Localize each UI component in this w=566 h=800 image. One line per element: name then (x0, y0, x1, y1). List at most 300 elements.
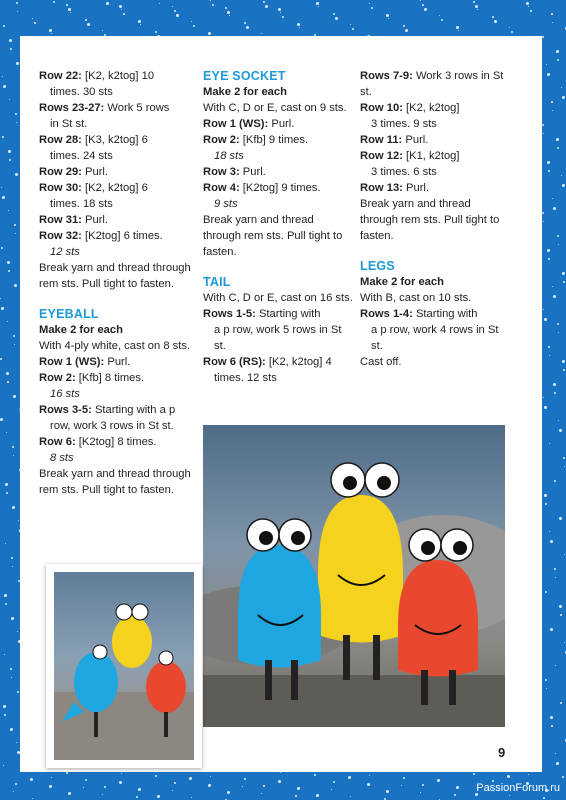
star-dot (159, 3, 160, 4)
star-dot (545, 591, 547, 593)
cast-off-instruction: Cast off. (360, 356, 402, 368)
finish-instruction: Break yarn and thread through rem sts. Pull tight to fasten. (39, 468, 191, 496)
instruction-row-28: Row 28: [K3, k2tog] 6 (39, 134, 148, 146)
star-dot (388, 18, 389, 19)
star-dot (543, 221, 544, 222)
star-dot (454, 794, 456, 796)
star-dot (3, 705, 6, 708)
stitch-count: times. 18 sts (50, 198, 113, 210)
star-dot (545, 503, 547, 505)
star-dot (8, 210, 9, 211)
star-dot (543, 133, 544, 134)
instruction-rows-1-5: Rows 1-5: Starting with (203, 308, 321, 320)
star-dot (16, 742, 17, 743)
star-dot (13, 455, 14, 456)
star-dot (208, 784, 211, 787)
star-dot (174, 782, 176, 784)
star-dot (544, 318, 547, 321)
star-dot (49, 29, 52, 32)
star-dot (333, 13, 335, 15)
stitch-count: 3 times. 9 sts (371, 118, 437, 130)
star-dot (66, 772, 68, 774)
star-dot (555, 753, 556, 754)
star-dot (558, 244, 559, 245)
star-dot (4, 714, 6, 716)
star-dot (53, 1, 55, 3)
finish-instruction: Break yarn and thread through rem sts. Pull tight to fasten. (203, 214, 343, 258)
star-dot (17, 11, 18, 12)
star-dot (556, 50, 559, 53)
star-dot (473, 1, 475, 3)
star-dot (278, 8, 281, 11)
star-dot (558, 420, 559, 421)
star-dot (68, 792, 71, 795)
star-dot (559, 605, 562, 608)
star-dot (554, 392, 556, 394)
star-dot (422, 4, 424, 6)
star-dot (548, 258, 550, 260)
star-dot (66, 4, 68, 6)
star-dot (526, 2, 529, 5)
instruction-row-30: Row 30: [K2, k2tog] 6 (39, 182, 148, 194)
star-dot (547, 249, 550, 252)
star-dot (542, 36, 544, 38)
star-dot (32, 18, 33, 19)
star-dot (352, 28, 354, 30)
star-dot (458, 30, 459, 31)
star-dot (560, 702, 562, 704)
watermark: PassionForum.ru (476, 782, 560, 794)
star-dot (104, 786, 106, 788)
instruction-row-13: Row 13: Purl. (360, 182, 430, 194)
starry-border-right (542, 0, 566, 800)
star-dot (403, 25, 405, 27)
star-dot (123, 13, 125, 15)
star-dot (507, 775, 510, 778)
star-dot (3, 85, 6, 88)
star-dot (555, 577, 556, 578)
star-dot (473, 773, 475, 775)
instruction-row-12: Row 12: [K1, k2tog] (360, 150, 460, 162)
star-dot (12, 566, 13, 567)
instruction-row-1: Row 1 (WS): Purl. (203, 118, 295, 130)
instruction-rows-7-9: Rows 7-9: Work 3 rows in St st. (360, 70, 504, 98)
star-dot (17, 631, 18, 632)
star-dot (10, 48, 12, 50)
stitch-count: 3 times. 6 sts (371, 166, 437, 178)
star-dot (280, 12, 281, 13)
star-dot (555, 665, 556, 666)
star-dot (562, 96, 565, 99)
star-dot (12, 446, 14, 448)
star-dot (155, 31, 157, 33)
star-dot (0, 418, 3, 421)
section-heading-eye-socket: EYE SOCKET (203, 69, 286, 83)
star-dot (420, 0, 421, 1)
instruction-row-11: Row 11: Purl. (360, 134, 429, 146)
star-dot (316, 794, 319, 797)
star-dot (14, 284, 17, 287)
instruction-row-32: Row 32: [K2tog] 6 times. (39, 230, 163, 242)
star-dot (11, 557, 13, 559)
star-dot (189, 777, 192, 780)
star-dot (477, 9, 478, 10)
star-dot (560, 614, 562, 616)
star-dot (546, 64, 547, 65)
star-dot (509, 27, 510, 28)
star-dot (1, 307, 4, 310)
star-dot (8, 150, 11, 153)
star-dot (70, 12, 71, 13)
star-dot (157, 795, 160, 798)
star-dot (439, 15, 440, 16)
star-dot (386, 790, 389, 793)
stitch-count: 9 sts (214, 198, 238, 210)
star-dot (563, 457, 565, 459)
star-dot (550, 628, 553, 631)
star-dot (49, 785, 52, 788)
star-dot (561, 87, 562, 88)
star-dot (350, 24, 351, 25)
star-dot (282, 16, 284, 18)
section-heading-legs: LEGS (360, 259, 395, 273)
star-dot (556, 138, 559, 141)
star-dot (51, 33, 52, 34)
star-dot (193, 25, 195, 27)
star-dot (559, 517, 562, 520)
photo-knitted-monsters (203, 425, 505, 727)
star-dot (314, 774, 316, 776)
star-dot (12, 506, 15, 509)
star-dot (552, 286, 553, 287)
starry-border-top (0, 0, 566, 36)
star-dot (547, 73, 550, 76)
star-dot (261, 33, 262, 34)
star-dot (244, 778, 246, 780)
star-dot (136, 796, 138, 798)
star-dot (556, 762, 559, 765)
star-dot (140, 24, 141, 25)
star-dot (542, 212, 544, 214)
star-dot (350, 796, 351, 797)
instruction-row-6: Row 6: [K2tog] 8 times. (39, 436, 157, 448)
star-dot (7, 261, 10, 264)
star-dot (17, 691, 19, 693)
photo-knitted-monsters-side (46, 564, 202, 768)
page-content (20, 36, 542, 772)
column-3 (360, 68, 508, 370)
star-dot (1, 187, 2, 188)
star-dot (441, 19, 443, 21)
star-dot (102, 794, 103, 795)
star-dot (225, 7, 227, 9)
star-dot (557, 147, 559, 149)
star-dot (85, 779, 87, 781)
star-dot (552, 110, 553, 111)
star-dot (331, 789, 332, 790)
star-dot (263, 785, 265, 787)
star-dot (13, 395, 16, 398)
cast-on-instruction: With C, D or E, cast on 16 sts. (203, 292, 353, 304)
star-dot (119, 5, 122, 8)
instruction-row-2: Row 2: [Kfb] 8 times. (39, 372, 145, 384)
stitch-count: 12 sts (50, 246, 80, 258)
star-dot (548, 170, 550, 172)
star-dot (549, 443, 550, 444)
star-dot (278, 780, 281, 783)
star-dot (83, 787, 84, 788)
star-dot (102, 30, 103, 31)
make-count: Make 2 for each (39, 324, 123, 336)
stitch-count: times. 12 sts (214, 372, 277, 384)
star-dot (8, 270, 10, 272)
star-dot (544, 494, 547, 497)
star-dot (367, 783, 370, 786)
star-dot (138, 20, 141, 23)
star-dot (564, 466, 565, 467)
star-dot (297, 787, 300, 790)
section-heading-tail: TAIL (203, 275, 231, 289)
star-dot (494, 20, 497, 23)
star-dot (242, 786, 243, 787)
star-dot (333, 781, 335, 783)
star-dot (0, 358, 2, 360)
star-dot (542, 124, 544, 126)
star-dot (13, 791, 14, 792)
star-dot (11, 677, 12, 678)
star-dot (299, 27, 300, 28)
star-dot (544, 406, 547, 409)
star-dot (191, 21, 192, 22)
column-2 (203, 68, 353, 386)
star-dot (557, 323, 559, 325)
star-dot (557, 59, 559, 61)
star-dot (3, 25, 5, 27)
star-dot (246, 26, 249, 29)
star-dot (14, 224, 16, 226)
star-dot (553, 383, 556, 386)
star-dot (280, 772, 281, 773)
star-dot (15, 233, 16, 234)
make-count: Make 2 for each (203, 86, 287, 98)
star-dot (543, 397, 544, 398)
star-dot (10, 668, 12, 670)
star-dot (15, 173, 18, 176)
star-dot (549, 355, 550, 356)
star-dot (548, 346, 550, 348)
star-dot (546, 688, 547, 689)
starry-border-left (0, 0, 20, 800)
star-dot (172, 6, 173, 7)
stitch-count: 16 sts (50, 388, 80, 400)
star-dot (543, 309, 544, 310)
star-dot (229, 15, 230, 16)
star-dot (0, 298, 1, 299)
star-dot (2, 76, 3, 77)
star-dot (543, 797, 545, 799)
star-dot (528, 774, 529, 775)
instruction-row-4: Row 4: [K2tog] 9 times. (203, 182, 321, 194)
star-dot (87, 23, 90, 26)
star-dot (563, 369, 565, 371)
instruction-rows-23-27: Rows 23-27: Work 5 rows (39, 102, 170, 114)
star-dot (176, 14, 179, 17)
star-dot (316, 2, 319, 5)
star-dot (121, 773, 122, 774)
instruction-row-31: Row 31: Purl. (39, 214, 109, 226)
star-dot (5, 603, 7, 605)
stitch-count: 18 sts (214, 150, 244, 162)
star-dot (15, 113, 17, 115)
star-dot (403, 777, 405, 779)
cast-on-instruction: With C, D or E, cast on 9 sts. (203, 102, 347, 114)
section-heading-eyeball: EYEBALL (39, 307, 99, 321)
star-dot (551, 725, 553, 727)
star-dot (492, 16, 494, 18)
star-dot (14, 344, 15, 345)
star-dot (456, 786, 459, 789)
stitch-count: times. 24 sts (50, 150, 113, 162)
star-dot (5, 543, 6, 544)
cast-on-instruction: With 4-ply white, cast on 8 sts. (39, 340, 191, 352)
star-dot (227, 11, 230, 14)
star-dot (424, 8, 427, 11)
star-dot (6, 492, 8, 494)
star-dot (11, 617, 14, 620)
star-dot (32, 798, 33, 799)
star-dot (549, 531, 550, 532)
instruction-continuation: in St st. (50, 118, 88, 130)
star-dot (7, 381, 9, 383)
star-dot (551, 13, 553, 15)
column-1 (39, 68, 195, 498)
star-dot (261, 793, 262, 794)
instruction-continuation: row, work 3 rows in St st. (50, 420, 174, 432)
star-dot (263, 1, 265, 3)
instruction-row-10: Row 10: [K2, k2tog] (360, 102, 460, 114)
star-dot (297, 23, 300, 26)
star-dot (9, 99, 10, 100)
star-dot (68, 8, 71, 11)
star-dot (212, 4, 214, 6)
star-dot (16, 122, 17, 123)
star-dot (420, 792, 421, 793)
star-dot (18, 520, 19, 521)
star-dot (553, 295, 556, 298)
cast-on-instruction: With B, cast on 10 sts. (360, 292, 472, 304)
star-dot (1, 247, 3, 249)
star-dot (191, 797, 192, 798)
star-dot (16, 2, 18, 4)
instruction-row-29: Row 29: Purl. (39, 166, 109, 178)
star-dot (371, 7, 373, 9)
star-dot (563, 281, 565, 283)
instruction-rows-1-4: Rows 1-4: Starting with (360, 308, 478, 320)
instruction-continuation: a p row, work 4 rows in St st. (371, 324, 499, 352)
star-dot (9, 159, 11, 161)
star-dot (551, 101, 553, 103)
finish-instruction: Break yarn and thread through rem sts. Pull tight to fasten. (39, 262, 191, 290)
star-dot (558, 332, 559, 333)
star-dot (210, 0, 211, 1)
star-dot (564, 554, 565, 555)
instruction-row-1: Row 1 (WS): Purl. (39, 356, 131, 368)
star-dot (348, 776, 351, 779)
star-dot (550, 540, 553, 543)
star-dot (562, 184, 565, 187)
star-dot (422, 784, 424, 786)
page-number: 9 (498, 745, 506, 760)
instruction-row-6: Row 6 (RS): [K2, k2tog] 4 (203, 356, 332, 368)
star-dot (561, 175, 562, 176)
star-dot (15, 783, 17, 785)
stitch-count: times. 30 sts (50, 86, 113, 98)
instruction-row-2: Row 2: [Kfb] 9 times. (203, 134, 309, 146)
star-dot (208, 32, 211, 35)
star-dot (2, 136, 4, 138)
star-dot (554, 568, 556, 570)
star-dot (553, 207, 556, 210)
star-dot (13, 335, 15, 337)
star-dot (265, 5, 268, 8)
star-dot (545, 679, 547, 681)
star-dot (2, 196, 5, 199)
star-dot (564, 642, 565, 643)
star-dot (528, 6, 529, 7)
star-dot (552, 198, 553, 199)
instruction-row-22: Row 22: [K2, k2tog] 10 (39, 70, 155, 82)
star-dot (51, 777, 52, 778)
star-dot (172, 790, 173, 791)
star-dot (562, 360, 565, 363)
star-dot (369, 3, 370, 4)
make-count: Make 2 for each (360, 276, 444, 288)
star-dot (244, 22, 246, 24)
star-dot (405, 29, 408, 32)
star-dot (547, 161, 550, 164)
star-dot (557, 235, 559, 237)
star-dot (318, 6, 319, 7)
star-dot (437, 779, 440, 782)
finish-instruction: Break yarn and thread through rem sts. Pull tight to fasten. (360, 198, 500, 242)
star-dot (475, 5, 478, 8)
star-dot (4, 654, 5, 655)
star-dot (550, 716, 553, 719)
star-dot (295, 795, 297, 797)
star-dot (119, 781, 122, 784)
instruction-row-3: Row 3: Purl. (203, 166, 266, 178)
stitch-count: 8 sts (50, 452, 74, 464)
instruction-rows-3-5: Rows 3-5: Starting with a p (39, 404, 176, 416)
star-dot (9, 39, 12, 42)
star-dot (3, 765, 4, 766)
star-dot (5, 483, 8, 486)
star-dot (511, 31, 513, 33)
star-dot (138, 788, 141, 791)
star-dot (6, 372, 9, 375)
star-dot (34, 22, 36, 24)
star-dot (106, 2, 109, 5)
star-dot (16, 62, 19, 65)
star-dot (174, 10, 176, 12)
star-dot (369, 775, 370, 776)
star-dot (554, 480, 556, 482)
star-dot (401, 785, 402, 786)
star-dot (6, 432, 7, 433)
star-dot (7, 321, 8, 322)
star-dot (4, 594, 7, 597)
star-dot (559, 429, 562, 432)
